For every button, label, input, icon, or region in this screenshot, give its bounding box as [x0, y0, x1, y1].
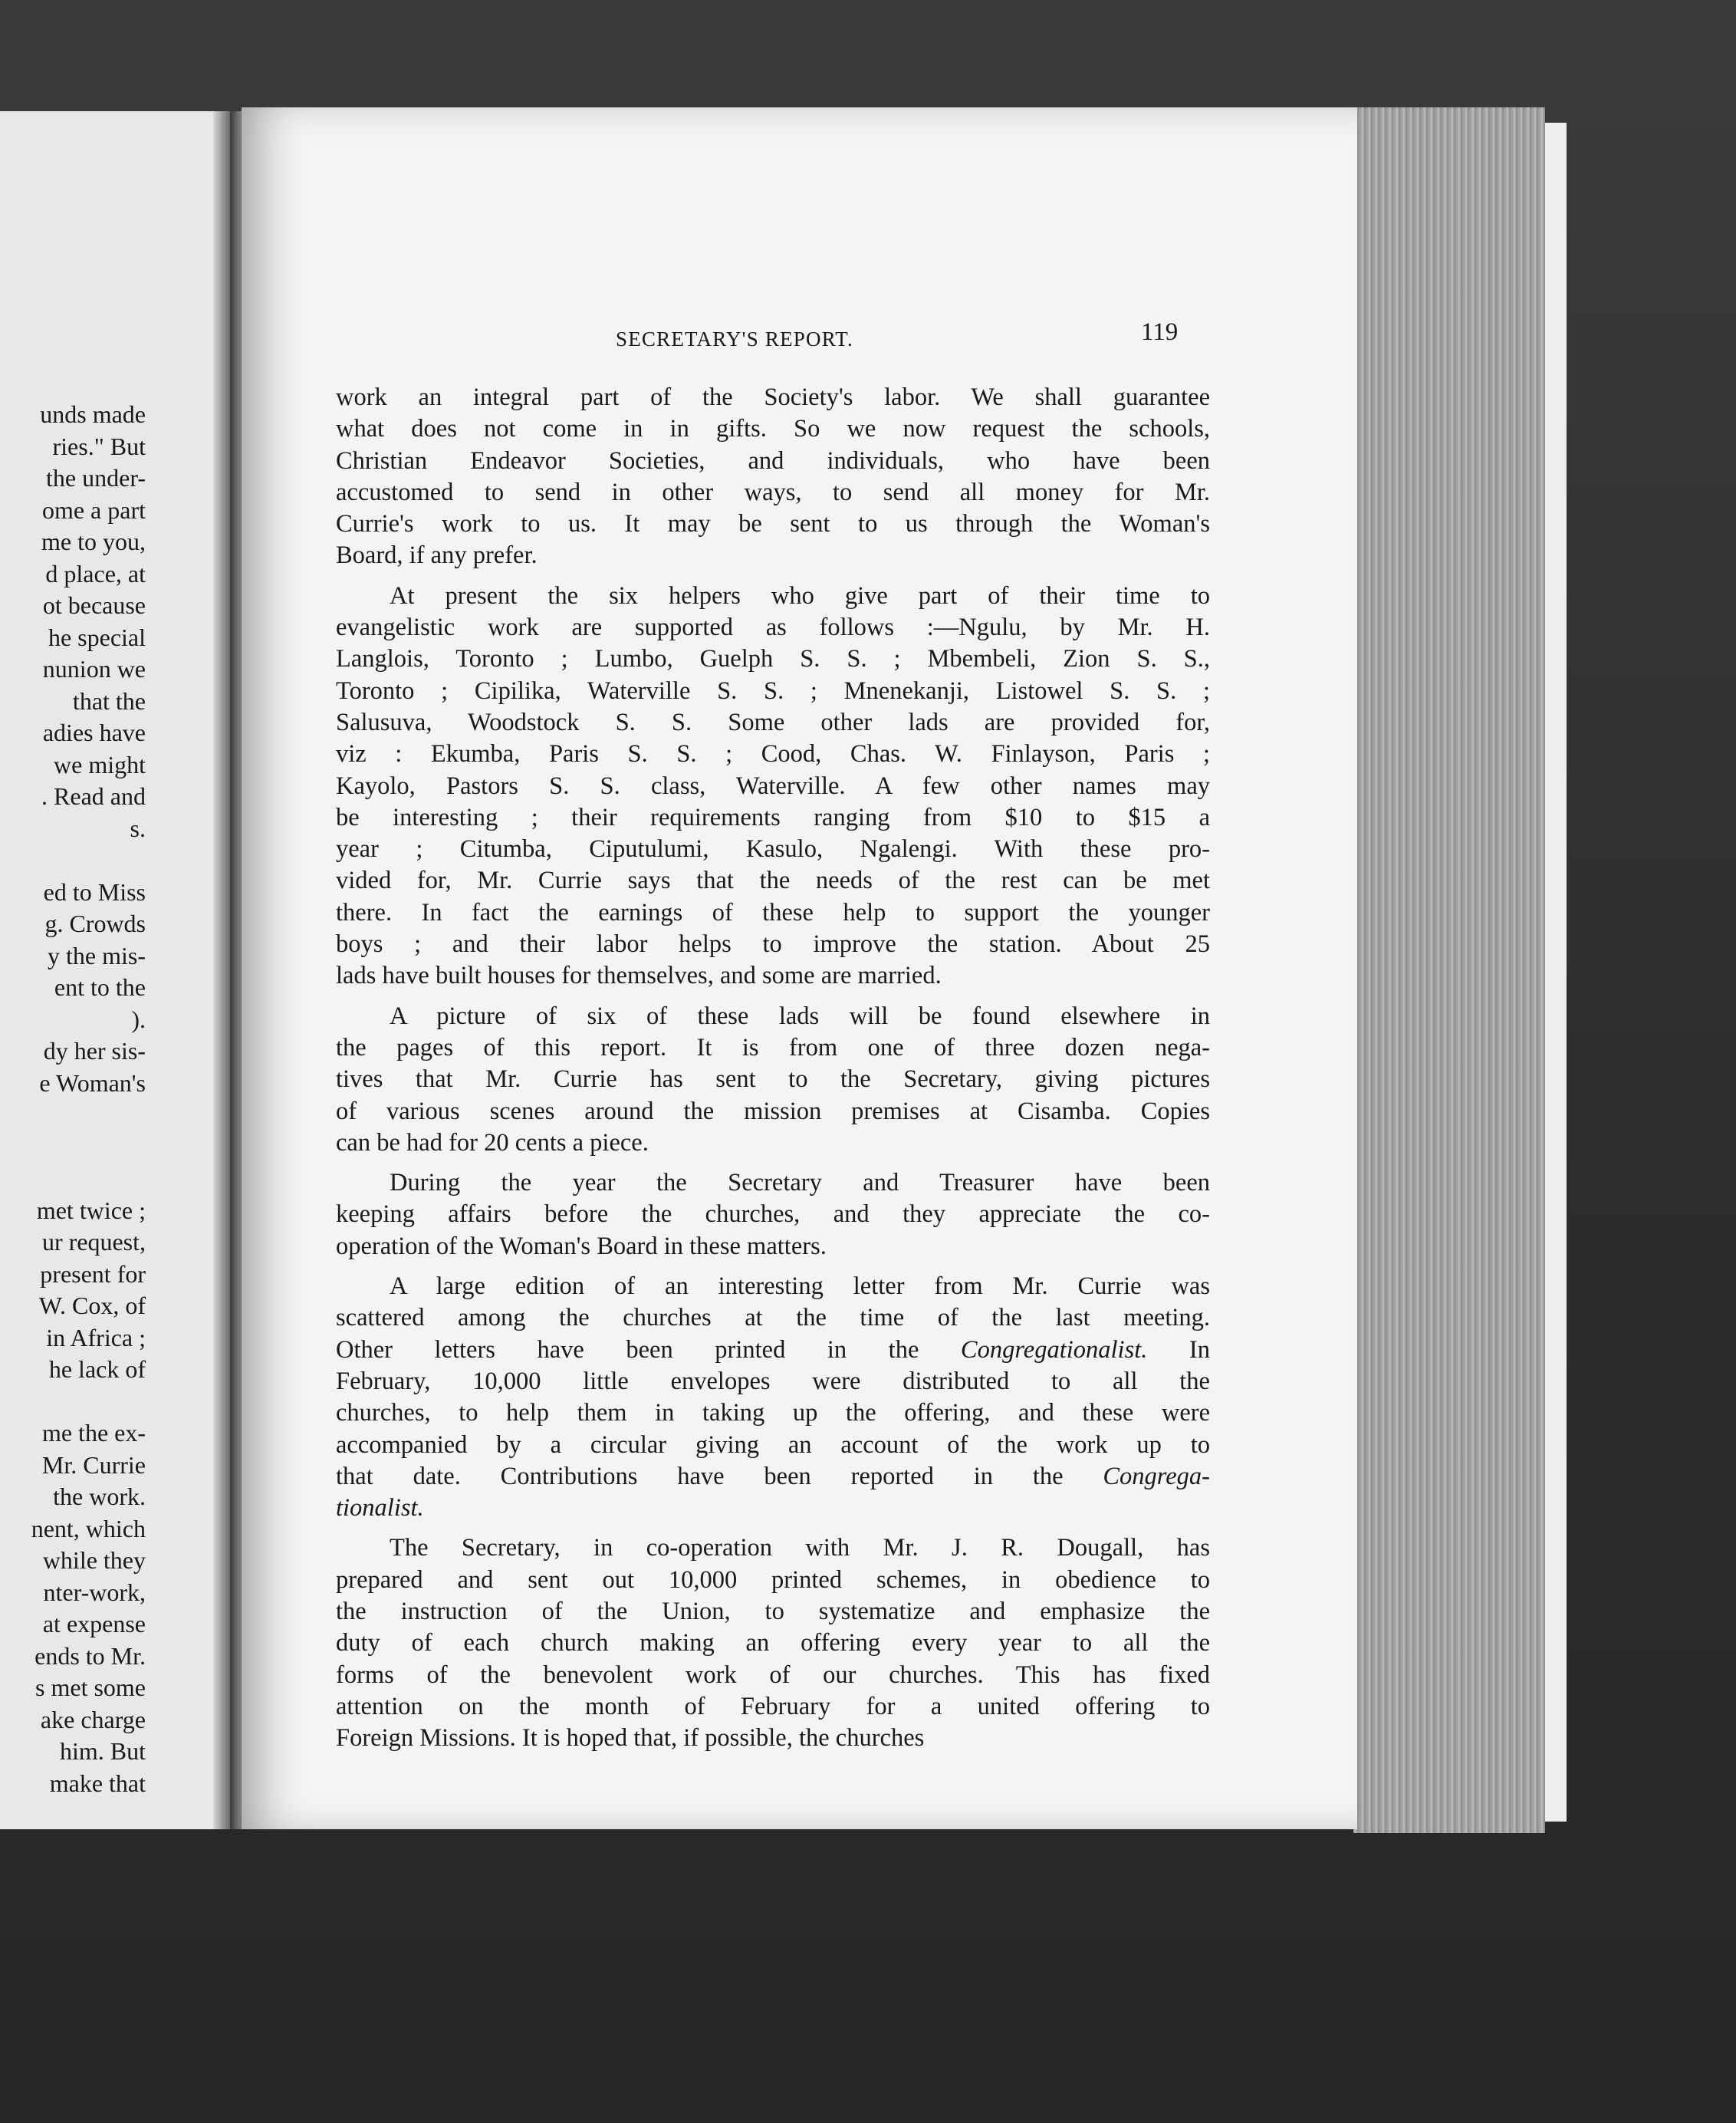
- text-line: duty of each church making an offering every year to all the: [336, 1629, 1210, 1657]
- text-line: work an integral part of the Society's labor. We shall guarantee: [336, 383, 1210, 411]
- left-page-line: [0, 1386, 146, 1418]
- paragraph: [336, 1167, 1210, 1262]
- left-page-line: he lack of: [48, 1355, 146, 1383]
- text-line: A large edition of an interesting letter from Mr. Currie was: [390, 1272, 1210, 1301]
- left-page-line: at expense: [42, 1610, 146, 1638]
- left-page-line: adies have: [42, 719, 146, 746]
- paragraph: [336, 1001, 1210, 1159]
- text-line: scattered among the churches at the time of the last meeting.: [336, 1304, 1210, 1332]
- text-line: the pages of this report. It is from one of three dozen nega-: [336, 1033, 1210, 1062]
- text-line: tives that Mr. Currie has sent to the Secretary, giving pictures: [336, 1065, 1210, 1094]
- text-line: can be had for 20 cents a piece.: [336, 1128, 649, 1157]
- left-page-line: present for: [40, 1259, 146, 1288]
- left-page-line: nent, which: [31, 1514, 146, 1542]
- text-line: During the year the Secretary and Treasurer have been: [390, 1169, 1210, 1197]
- paragraph: [336, 382, 1210, 572]
- text-line: Other letters have been printed in the Congregationalist. In: [336, 1335, 1211, 1364]
- left-page-line: [0, 1131, 146, 1164]
- page-edges: [1353, 107, 1545, 1833]
- left-page-line: ake charge: [40, 1705, 146, 1733]
- text-line: there. In fact the earnings of these help to support the younger: [336, 898, 1210, 927]
- left-page-line: e Woman's: [39, 1068, 146, 1097]
- left-page-line: me to you,: [41, 528, 146, 555]
- left-page-line: ed to Miss: [43, 877, 146, 906]
- left-page-line: we might: [54, 750, 146, 778]
- left-page: [0, 111, 230, 1829]
- text-line: Salusuva, Woodstock S. S. Some other lads are provided for,: [336, 708, 1210, 736]
- left-page-line: dy her sis-: [43, 1037, 146, 1065]
- text-line: The Secretary, in co-operation with Mr. J. R. Dougall, has: [390, 1534, 1210, 1562]
- paragraph: [336, 1532, 1210, 1754]
- text-line: what does not come in in gifts. So we now request the schools,: [336, 415, 1210, 443]
- text-line: evangelistic work are supported as follows :—Ngulu, by Mr. H.: [336, 614, 1210, 642]
- text-line: Currie's work to us. It may be sent to us through the Woman's: [336, 510, 1210, 538]
- text-line: forms of the benevolent work of our churches. This has fixed: [336, 1661, 1210, 1689]
- left-page-line: Mr. Currie: [41, 1450, 146, 1479]
- paragraph: [336, 1271, 1210, 1524]
- text-line: churches, to help them in taking up the offering, and these were: [336, 1399, 1210, 1427]
- left-page-line: ot because: [42, 591, 146, 619]
- text-line: vided for, Mr. Currie says that the needs of the rest can be met: [336, 867, 1210, 895]
- body-text: [336, 382, 1210, 1763]
- left-page-line: [0, 1099, 146, 1131]
- text-line: prepared and sent out 10,000 printed schemes, in obedience to: [336, 1565, 1210, 1594]
- left-page-line: the under-: [46, 464, 146, 492]
- left-page-line: in Africa ;: [46, 1323, 146, 1351]
- left-page-line: W. Cox, of: [38, 1292, 146, 1319]
- paragraph: [336, 581, 1210, 992]
- text-line: year ; Citumba, Ciputulumi, Kasulo, Ngalengi. With these pro-: [336, 835, 1210, 864]
- text-line: Christian Endeavor Societies, and individuals, who have been: [336, 446, 1210, 475]
- text-line: keeping affairs before the churches, and they appreciate the co-: [336, 1200, 1210, 1229]
- left-page-line: ends to Mr.: [35, 1641, 146, 1670]
- text-line: that date. Contributions have been reported in the Congrega-: [336, 1462, 1210, 1490]
- left-page-line: s.: [130, 814, 146, 842]
- text-line: Langlois, Toronto ; Lumbo, Guelph S. S. ; Mbembeli, Zion S. S.,: [336, 645, 1210, 673]
- left-page-gutter: [213, 111, 230, 1829]
- left-page-line: ries." But: [52, 432, 146, 460]
- left-page-line: ur request,: [41, 1228, 146, 1256]
- left-page-line: y the mis-: [48, 941, 146, 969]
- left-page-line: . Read and: [41, 782, 146, 810]
- text-line: lads have built houses for themselves, and some are married.: [336, 962, 942, 990]
- text-line: the instruction of the Union, to systematize and emphasize the: [336, 1597, 1210, 1625]
- text-line: Toronto ; Cipilika, Waterville S. S. ; Mnenekanji, Listowel S. S. ;: [336, 676, 1210, 705]
- left-page-line: he special: [48, 623, 146, 651]
- left-page-line: d place, at: [45, 559, 146, 588]
- left-page-line: nter-work,: [43, 1578, 146, 1606]
- left-page-line: [0, 844, 146, 877]
- left-page-line: make that: [49, 1769, 146, 1797]
- left-page-line: ).: [131, 1005, 146, 1033]
- left-page-line: nunion we: [42, 655, 146, 683]
- text-line: accustomed to send in other ways, to send all money for Mr.: [336, 478, 1210, 506]
- left-page-line: the work.: [53, 1483, 146, 1510]
- text-line: viz : Ekumba, Paris S. S. ; Cood, Chas. W. Finlayson, Paris ;: [336, 740, 1210, 769]
- text-line: A picture of six of these lads will be found elsewhere in: [390, 1002, 1210, 1030]
- text-line: Foreign Missions. It is hoped that, if possible, the churches: [336, 1724, 925, 1753]
- text-line: tionalist.: [336, 1494, 424, 1522]
- text-line: attention on the month of February for a united offering to: [336, 1692, 1210, 1720]
- left-page-line: g. Crowds: [44, 910, 146, 937]
- running-head: SECRETARY'S REPORT.: [616, 328, 853, 351]
- text-line: operation of the Woman's Board in these matters.: [336, 1232, 827, 1260]
- left-page-line: s met some: [35, 1674, 146, 1701]
- page-edge-highlight: [1545, 123, 1567, 1822]
- text-line: At present the six helpers who give part of their time to: [390, 581, 1210, 610]
- left-page-line: met twice ;: [36, 1196, 146, 1224]
- text-line: Board, if any prefer.: [336, 541, 538, 570]
- text-line: boys ; and their labor helps to improve the station. About 25: [336, 930, 1210, 959]
- text-line: be interesting ; their requirements ranging from $10 to $15 a: [336, 803, 1210, 831]
- left-page-line: while they: [42, 1546, 146, 1574]
- left-page-line: him. But: [59, 1737, 146, 1765]
- text-line: Kayolo, Pastors S. S. class, Waterville. A few other names may: [336, 772, 1210, 800]
- text-line: accompanied by a circular giving an account of the work up to: [336, 1430, 1210, 1459]
- page-number: 119: [1141, 318, 1179, 346]
- left-page-line: that the: [72, 686, 146, 715]
- text-line: February, 10,000 little envelopes were distributed to all the: [336, 1367, 1210, 1395]
- left-page-line: ent to the: [54, 973, 146, 1001]
- left-page-line: me the ex-: [41, 1419, 146, 1447]
- text-line: of various scenes around the mission premises at Cisamba. Copies: [336, 1097, 1210, 1125]
- left-page-line: unds made: [40, 400, 146, 428]
- left-page-line: [0, 1163, 146, 1195]
- left-page-line: ome a part: [41, 495, 146, 524]
- left-page-text: [0, 399, 146, 1799]
